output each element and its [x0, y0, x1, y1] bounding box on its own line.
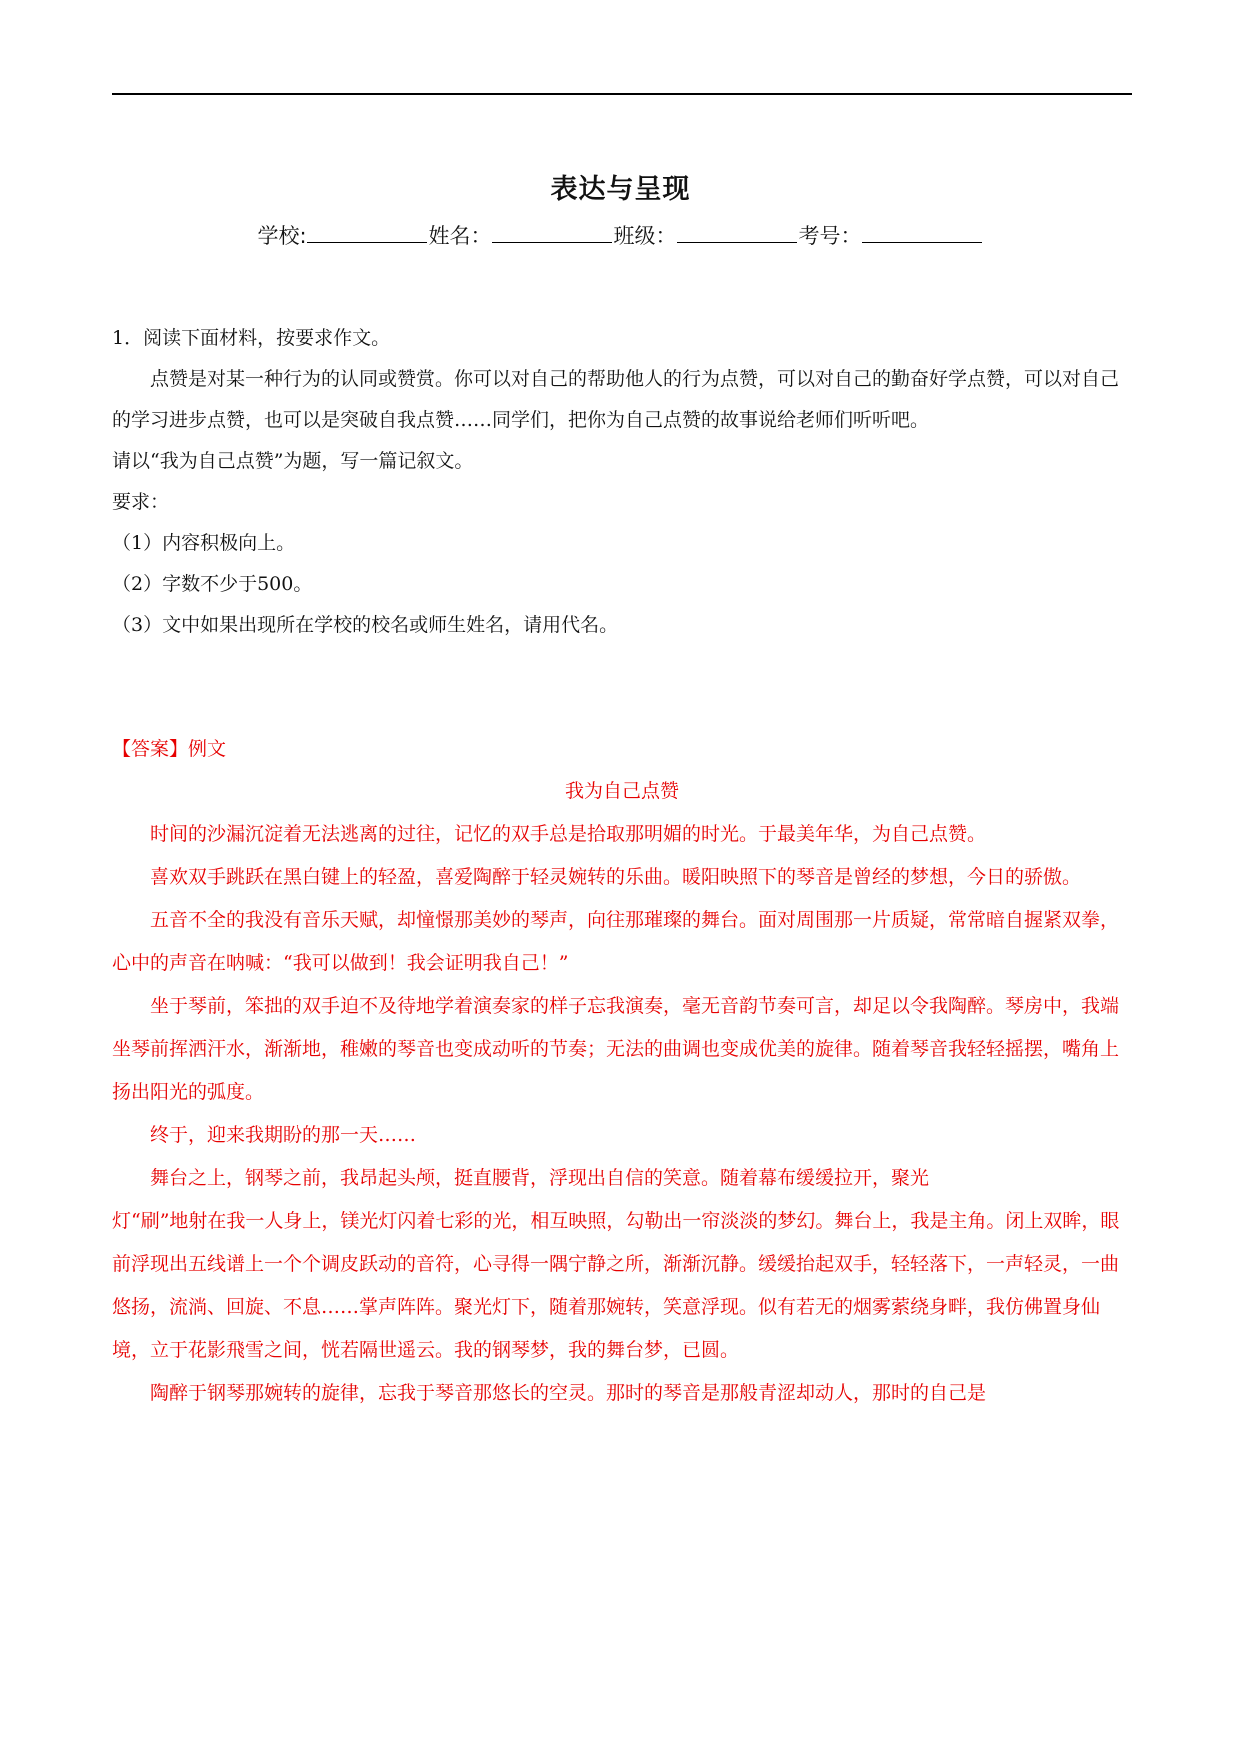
question-block — [112, 318, 1132, 646]
name-blank[interactable] — [492, 222, 612, 243]
essay-paragraph-3: 五音不全的我没有音乐天赋，却憧憬那美妙的琴声，向往那璀璨的舞台。面对周围那一片质疑，常常暗自握紧双拳，心中的声音在呐喊：“我可以做到！我会证明我自己！” — [112, 909, 1120, 974]
exam-number-label: 考号： — [798, 224, 862, 248]
question-lead: 1．阅读下面材料，按要求作文。 — [112, 327, 391, 349]
essay-paragraph-6-rest: 灯“刷”地射在我一人身上，镁光灯闪着七彩的光，相互映照，勾勒出一帘淡淡的梦幻。舞台上，我是主角。闭上双眸，眼前浮现出五线谱上一个个调皮跃动的音符，心寻得一隅宁静之所，渐渐沉静。缓缓抬起双手，轻轻落下，一声轻灵，一曲悠扬，流淌、回旋、不息……掌声阵阵。聚光灯下，随着那婉转，笑意浮现。似有若无的烟雾萦绕身畔，我仿佛置身仙境，立于花影飛雪之间，恍若隔世遥云。我的钢琴梦，我的舞台梦，已圆。 — [112, 1210, 1120, 1361]
student-info-line — [0, 220, 1241, 250]
question-material: 点赞是对某一种行为的认同或赞赏。你可以对自己的帮助他人的行为点赞，可以对自己的勤奋好学点赞，可以对自己的学习进步点赞，也可以是突破自我点赞……同学们，把你为自己点赞的故事说给老师们听听吧。 — [112, 368, 1120, 431]
class-blank[interactable] — [677, 222, 797, 243]
header-rule — [112, 93, 1132, 95]
school-label: 学校: — [257, 224, 307, 248]
question-prompt: 请以“我为自己点赞”为题，写一篇记叙文。 — [112, 450, 474, 472]
essay-paragraph-7: 陶醉于钢琴那婉转的旋律，忘我于琴音那悠长的空灵。那时的琴音是那般青涩却动人，那时的自己是 — [150, 1382, 987, 1404]
essay-paragraph-2: 喜欢双手跳跃在黑白键上的轻盈，喜爱陶醉于轻灵婉转的乐曲。暖阳映照下的琴音是曾经的梦想，今日的骄傲。 — [150, 866, 1082, 888]
exam-number-blank[interactable] — [862, 222, 982, 243]
essay-paragraph-1: 时间的沙漏沉淀着无法逃离的过往，记忆的双手总是拾取那明媚的时光。于最美年华，为自己点赞。 — [150, 823, 987, 845]
essay-title: 我为自己点赞 — [564, 780, 679, 802]
requirement-1: （1）内容积极向上。 — [112, 532, 296, 554]
school-blank[interactable] — [307, 222, 427, 243]
essay-paragraph-5: 终于，迎来我期盼的那一天…… — [150, 1124, 417, 1146]
requirement-2: （2）字数不少于500。 — [112, 573, 313, 595]
class-label: 班级： — [613, 224, 677, 248]
essay-paragraph-4: 坐于琴前，笨拙的双手迫不及待地学着演奏家的样子忘我演奏，毫无音韵节奏可言，却足以令我陶醉。琴房中，我端坐琴前挥洒汗水，渐渐地，稚嫩的琴音也变成动听的节奏；无法的曲调也变成优美的旋律。随着琴音我轻轻摇摆，嘴角上扬出阳光的弧度。 — [112, 995, 1120, 1103]
answer-label: 【答案】例文 — [112, 738, 227, 760]
answer-block — [112, 730, 1132, 1415]
page-title: 表达与呈现 — [550, 174, 691, 205]
requirements-label: 要求： — [112, 491, 170, 513]
essay-paragraph-6-line-1: 舞台之上，钢琴之前，我昂起头颅，挺直腰背，浮现出自信的笑意。随着幕布缓缓拉开，聚光 — [150, 1167, 930, 1189]
name-label: 姓名： — [428, 224, 492, 248]
requirement-3: （3）文中如果出现所在学校的校名或师生姓名，请用代名。 — [112, 614, 619, 636]
